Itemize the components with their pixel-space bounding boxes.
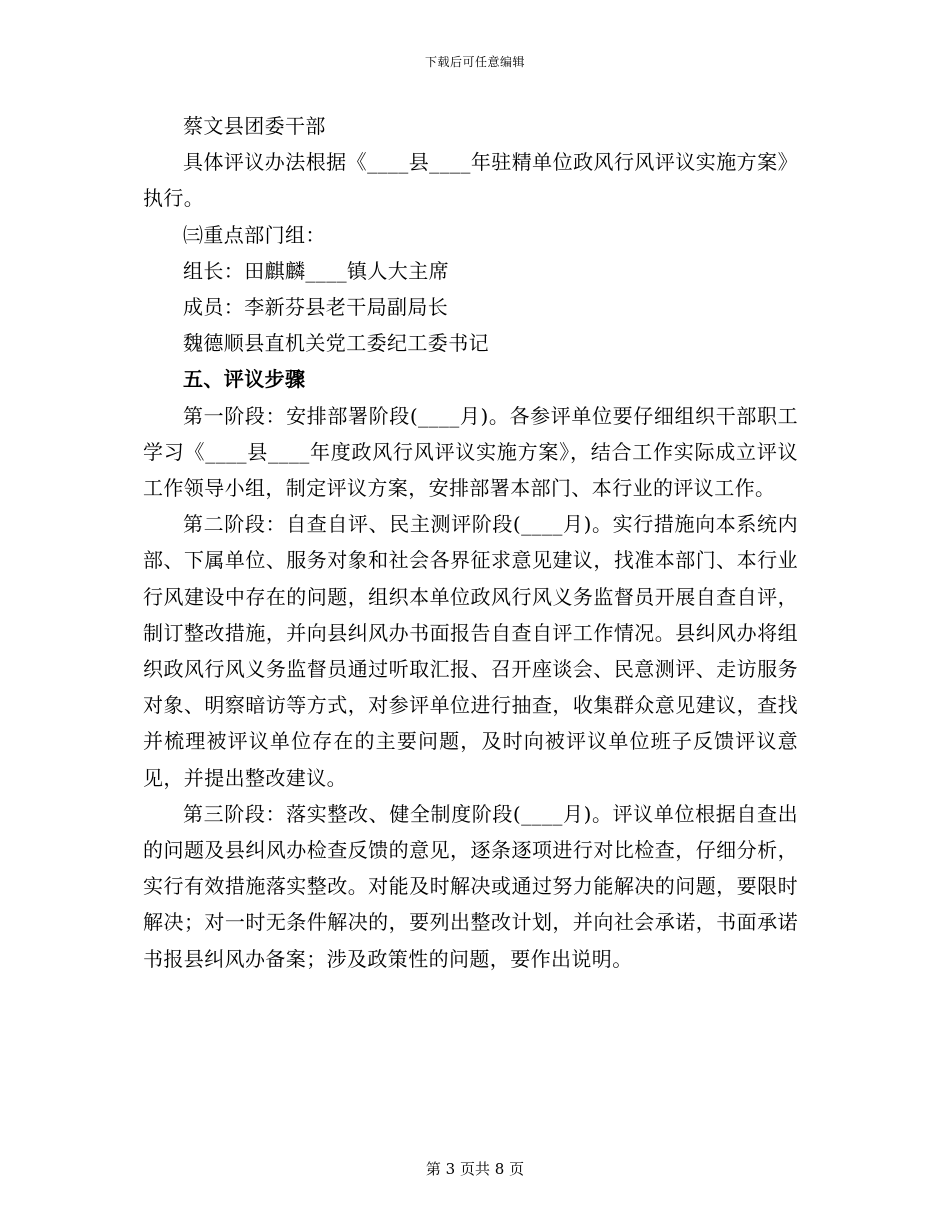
paragraph-stage-three: 第三阶段：落实整改、健全制度阶段(____月)。评议单位根据自查出的问题及县纠风办检查反馈的意见，逐条逐项进行对比检查，仔细分析，实行有效措施落实整改。对能及时解决或通过努力能解决的问题，要限时解决；对一时无条件解决的，要列出整改计划，并向社会承诺，书面承诺书报县纠风办备案；涉及政策性的问题，要作出说明。 [143, 801, 798, 971]
paragraph-group-leader: 组长：田麒麟____镇人大主席 [183, 258, 449, 283]
paragraph-evaluation-method: 具体评议办法根据《____县____年驻精单位政风行风评议实施方案》执行。 [143, 150, 798, 211]
paragraph-stage-one: 第一阶段：安排部署阶段(____月)。各参评单位要仔细组织干部职工学习《____县____年度政风行风评议实施方案》，结合工作实际成立评议工作领导小组，制定评议方案，安排部署本部门、本行业的评议工作。 [143, 403, 798, 501]
section-heading-evaluation-steps: 五、评议步骤 [183, 367, 306, 392]
paragraph-stage-two: 第二阶段：自查自评、民主测评阶段(____月)。实行措施向本系统内部、下属单位、服务对象和社会各界征求意见建议，找准本部门、本行业行风建设中存在的问题，组织本单位政风行风义务监督员开展自查自评，制订整改措施，并向县纠风办书面报告自查自评工作情况。县纠风办将组织政风行风义务监督员通过听取汇报、召开座谈会、民意测评、走访服务对象、明察暗访等方式，对参评单位进行抽查，收集群众意见建议，查找并梳理被评议单位存在的主要问题，及时向被评议单位班子反馈评议意见，并提出整改建议。 [143, 512, 798, 790]
page-header: 下载后可任意编辑 [424, 55, 525, 69]
document-body [143, 108, 798, 977]
paragraph-group-member-1: 成员：李新芬县老干局副局长 [183, 295, 449, 320]
page-footer: 第 3 页共 8 页 [425, 1160, 525, 1178]
paragraph-group-member-2: 魏德顺县直机关党工委纪工委书记 [183, 331, 489, 356]
paragraph-key-departments-group: ㈢重点部门组： [183, 222, 326, 247]
paragraph-member-name: 蔡文县团委干部 [183, 114, 326, 138]
